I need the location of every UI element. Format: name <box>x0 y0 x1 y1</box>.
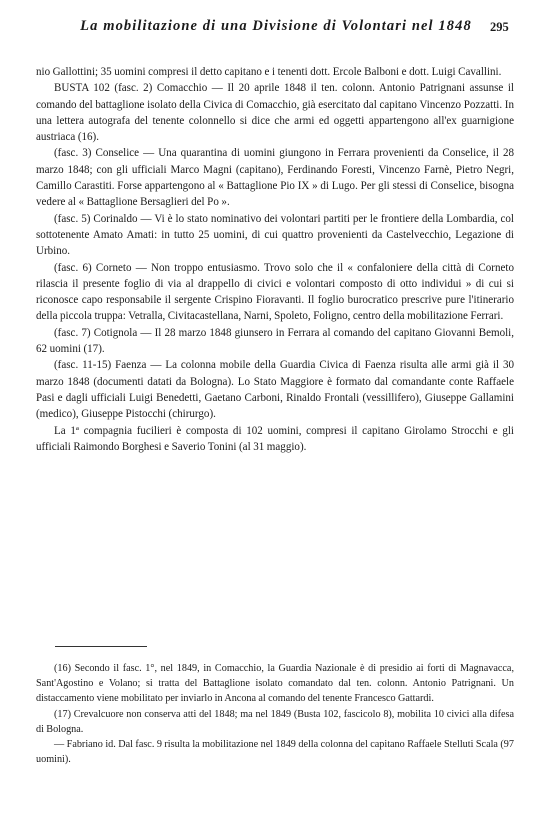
paragraph: nio Gallottini; 35 uomini compresi il detto capitano e i tenenti dott. Ercole Balboni e dott. Luigi Cavallini. <box>36 66 502 78</box>
paragraph: (fasc. 5) Corinaldo — Vi è lo stato nominativo dei volontari partiti per le frontiere della Lombardia, col sottotenente Amato Amati: in tutto 25 uomini, di cui quattro provenienti da Castelvecchio, Legazione di Urbino. <box>36 212 514 258</box>
main-text <box>36 64 514 455</box>
paragraph: La 1ª compagnia fucilieri è composta di 102 uomini, compresi il capitano Girolamo Strocchi e gli ufficiali Raimondo Borghesi e Saverio Tonini (al 31 maggio). <box>36 424 514 453</box>
paragraph: (fasc. 3) Conselice — Una quarantina di uomini giungono in Ferrara provenienti da Conselice, il 28 marzo 1848; con gli ufficiali Marco Magni (capitano), Ferdinando Foresti, Vincenzo Farnè, Pietro Negri, Camillo Carastiti. Forse appartengono al « Battaglione Pio IX » di Lugo. Per gli stessi di Conselice, bisogna vedere al « Battaglione Bersaglieri del Po ». <box>36 147 514 209</box>
paragraph: BUSTA 102 (fasc. 2) Comacchio — Il 20 aprile 1848 il ten. colonn. Antonio Patrignani assunse il comando del battaglione isolato della Civica di Comacchio, già esercitato dal capitano Vincenzo Pozzatti. In una lettera autografa del tenente colonnello si dice che armi ed oggetti appartengono all'ex guarnigione austriaca (16). <box>36 82 514 144</box>
footnote: (17) Crevalcuore non conserva atti del 1848; ma nel 1849 (Busta 102, fascicolo 8), mobilita 10 civici alla difesa di Bologna. <box>36 708 514 735</box>
footnotes <box>36 661 514 767</box>
page-number: 295 <box>490 20 509 34</box>
footnote-separator <box>55 646 147 647</box>
running-title: La mobilitazione di una Divisione di Volontari nel 1848 <box>80 18 472 34</box>
paragraph: (fasc. 6) Corneto — Non troppo entusiasmo. Trovo solo che il « confaloniere della città di Corneto rilascia il presente foglio di via al drappello di civici e volontari composto di otto individui » di cui si riconosce capo responsabile il sergente Crispino Fioravanti. Il foglio burocratico prescrive pure l'itinerario della piccola truppa: Vetralla, Civitacastellana, Narni, Spoleto, Foligno, centro della mobilitazione Ferrari. <box>36 261 514 323</box>
paragraph: (fasc. 11-15) Faenza — La colonna mobile della Guardia Civica di Faenza risulta alle armi già il 30 marzo 1848 (documenti datati da Bologna). Lo Stato Maggiore è formato dal comandante conte Raffaele Pasi e dagli ufficiali Luigi Benedetti, Gaetano Carboni, Rinaldo Frontali (vessillifero), Giuseppe Gallamini (medico), Giuseppe Pistocchi (chirurgo). <box>36 359 514 421</box>
footnote: — Fabriano id. Dal fasc. 9 risulta la mobilitazione nel 1849 della colonna del capitano Raffaele Stelluti Scala (97 uomini). <box>36 739 514 766</box>
footnote: (16) Secondo il fasc. 1°, nel 1849, in Comacchio, la Guardia Nazionale è di presidio ai forti di Magnavacca, Sant'Agostino e Volano; si tratta del Battaglione isolato comandato dal ten. colonn. Antonio Patrignani. Un distaccamento viene mobilitato per inviarlo in Ancona al comando del tenente Francesco Gattardi. <box>36 663 514 705</box>
paragraph: (fasc. 7) Cotignola — Il 28 marzo 1848 giunsero in Ferrara al comando del capitano Giovanni Bemoli, 62 uomini (17). <box>36 326 514 356</box>
